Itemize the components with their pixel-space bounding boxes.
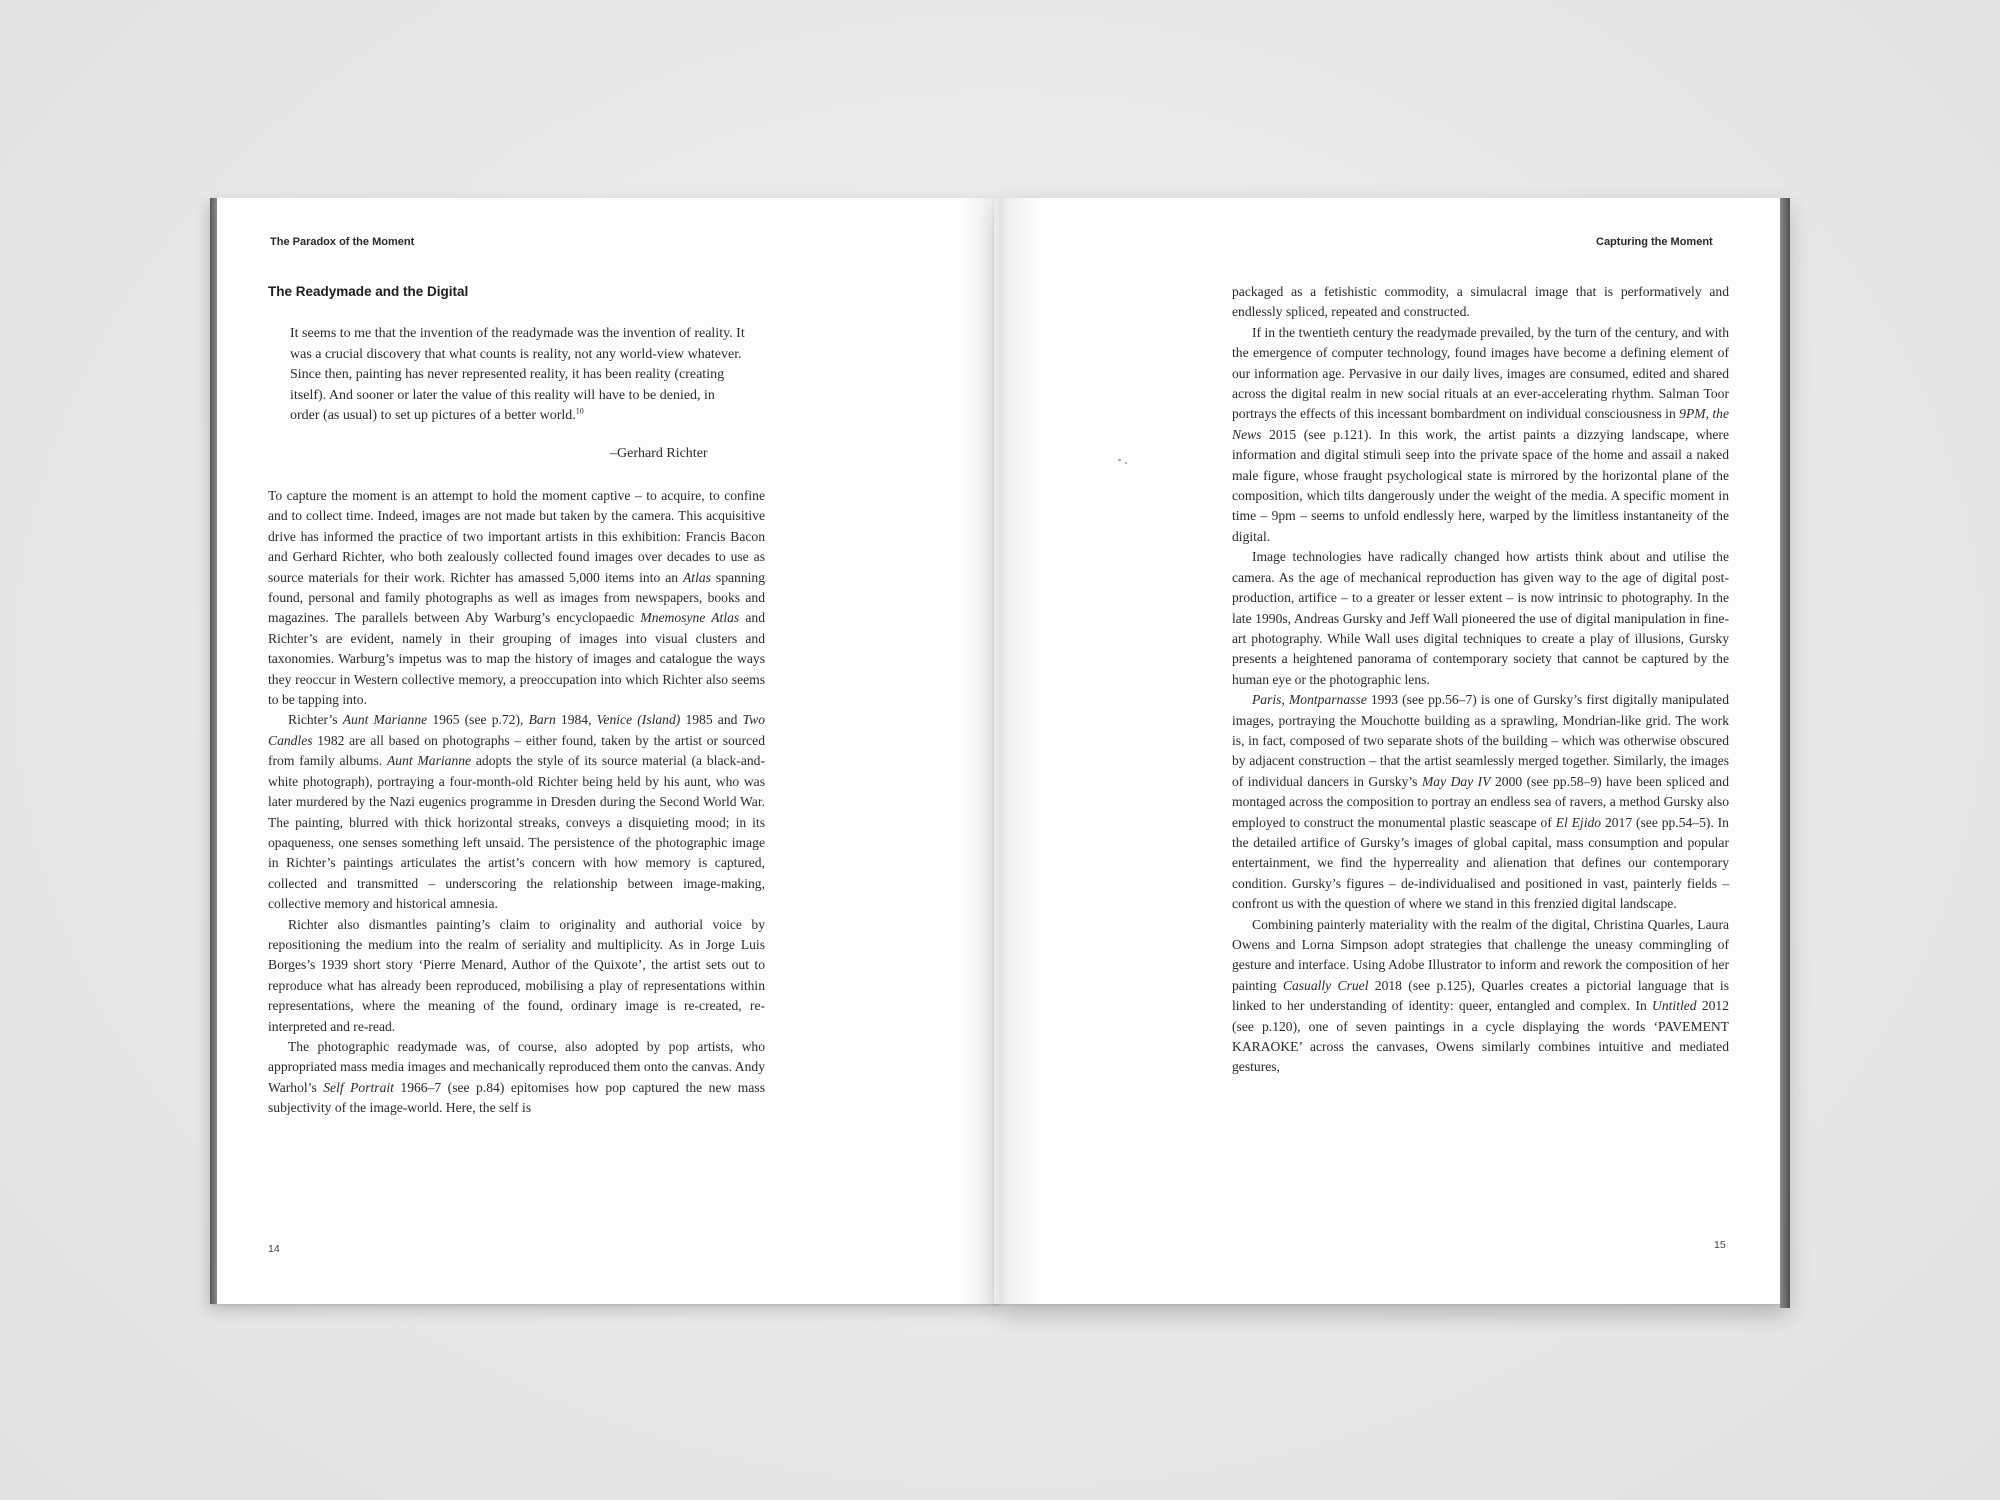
body-paragraph	[268, 486, 765, 710]
italic-title: Atlas	[683, 569, 711, 585]
text-run: Image technologies have radically changed how artists think about and utilise the camera. As the age of mechanical reproduction has given way to the age of digital post-production, artifice – to a greater or lesser extent – is now intrinsic to photography. In the late 1990s, Andreas Gursky and Jeff Wall pioneered the use of digital manipulation in fine-art photography. While Wall uses digital techniques to create a play of illusions, Gursky presents a heightened panorama of contemporary society that cannot be captured by the human eye or the photographic lens.	[1232, 549, 1729, 687]
body-paragraph	[1232, 547, 1729, 690]
body-paragraph	[268, 915, 765, 1037]
text-run: 2017 (see pp.54–5). In the detailed artifice of Gursky’s images of global capital, mass consumption and popular entertainment, we find the hyperreality and alienation that defines our contemporary condition. Gursky’s figures – de-individualised and positioned in vast, painterly fields – confront us with the question of where we stand in this frenzied digital landscape.	[1232, 814, 1729, 912]
right-page-edge	[1780, 198, 1790, 1308]
italic-title: May Day IV	[1421, 773, 1491, 789]
italic-title: Barn	[528, 712, 556, 728]
text-run: Richter’s	[288, 712, 343, 728]
text-run: and Richter’s are evident, namely in their grouping of images into visual clusters and taxonomies. Warburg’s impetus was to map the history of images and catalogue the ways they reoccur in Western collective memory, a preoccupation into which Richter also seems to be tapping into.	[268, 610, 765, 708]
italic-title: Self Portrait	[323, 1079, 394, 1095]
text-run: Richter also dismantles painting’s claim to originality and authorial voice by repositioning the medium into the realm of seriality and multiplicity. As in Jorge Luis Borges’s 1939 short story ‘Pierre Menard, Author of the Quixote’, the artist sets out to reproduce what has already been reproduced, mobilising a play of representations within representations, where the meaning of the found, ordinary image is re-created, re-interpreted and re-read.	[268, 916, 765, 1034]
paper-speck	[1125, 462, 1127, 464]
text-run: 1965 (see p.72),	[427, 712, 529, 728]
text-run: Combining painterly materiality with the realm of the digital, Christina Quarles, Laura Owens and Lorna Simpson adopt strategies that challenge the uneasy commingling of gesture and interface. Using Adobe Illustrator to inform and rework the composition of her painting	[1232, 916, 1729, 993]
right-running-head: Capturing the Moment	[1596, 236, 1713, 248]
left-body-column	[268, 486, 765, 1119]
italic-title: El Ejido	[1555, 814, 1602, 830]
text-run: 1982 are all based on photographs – either found, taken by the artist or sourced from family albums.	[268, 732, 765, 769]
text-run: 2012 (see p.120), one of seven paintings in a cycle displaying the words ‘PAVEMENT KARAOKE’ across the canvases, Owens similarly combines intuitive and mediated gestures,	[1232, 998, 1730, 1075]
left-page-number: 14	[268, 1243, 280, 1255]
section-title: The Readymade and the Digital	[268, 284, 469, 299]
italic-title: Venice (Island)	[596, 712, 681, 728]
text-run: The photographic readymade was, of course, also adopted by pop artists, who appropriated mass media images and mechanically reproduced them onto the canvas. Andy Warhol’s	[268, 1038, 765, 1095]
text-run: To capture the moment is an attempt to hold the moment captive – to acquire, to confine and to collect time. Indeed, images are not made but taken by the camera. This acquisitive drive has informed the practice of two important artists in this exhibition: Francis Bacon and Gerhard Richter, who both zealously collected found images over decades to use as source materials for their work. Richter has amassed 5,000 items into an	[268, 488, 765, 585]
epigraph-quote	[290, 324, 745, 427]
text-run: adopts the style of its source material (a black-and-white photograph), portraying a four-month-old Richter being held by his aunt, who was later murdered by the Nazi eugenics programme in Dresden during the Second World War. The painting, blurred with thick horizontal streaks, conveys a disquieting mood; in its opaqueness, one senses something left unsaid. The persistence of the photographic image in Richter’s paintings articulates the artist’s concern with how memory is captured, collected and transmitted – underscoring the relationship between image-making, collective memory and historical amnesia.	[268, 753, 765, 912]
italic-title: Untitled	[1652, 998, 1697, 1014]
italic-title: Mnemosyne Atlas	[640, 610, 740, 626]
epigraph-attribution: –Gerhard Richter	[610, 446, 708, 461]
text-run: 1985 and	[680, 712, 743, 728]
text-run: 2000 (see pp.58–9) have been spliced and montaged across the composition to portray an endless sea of ravers, a method Gursky also employed to construct the monumental plastic seascape of	[1232, 773, 1729, 830]
italic-title: Paris, Montparnasse	[1252, 692, 1367, 708]
body-paragraph	[1232, 282, 1729, 323]
right-page-number: 15	[1714, 1239, 1726, 1251]
text-run: 2015 (see p.121). In this work, the artist paints a dizzying landscape, where information and digital stimuli seep into the private space of the home and assail a naked male figure, whose fraught psychological state is mirrored by the horizontal plane of the composition, which tilts dangerously under the weight of the media. A specific moment in time – 9pm – seems to unfold endlessly here, warped by the limitless instantaneity of the digital.	[1232, 426, 1729, 544]
body-paragraph	[268, 710, 765, 914]
italic-title: Aunt Marianne	[387, 753, 472, 769]
text-run: spanning found, personal and family photographs as well as images from newspapers, books and magazines. The parallels between Aby Warburg’s encyclopaedic	[268, 569, 765, 626]
text-run: 2018 (see p.125), Quarles creates a pictorial language that is linked to her understanding of identity: queer, entangled and complex. In	[1232, 977, 1729, 1014]
text-run: packaged as a fetishistic commodity, a simulacral image that is performatively and endlessly spliced, repeated and constructed.	[1232, 284, 1729, 320]
body-paragraph	[1232, 323, 1729, 547]
italic-title: 9PM, the News	[1232, 406, 1729, 442]
body-paragraph	[268, 1037, 765, 1119]
book-gutter	[960, 198, 1040, 1304]
text-run: 1966–7 (see p.84) epitomises how pop captured the new mass subjectivity of the image-world. Here, the self is	[268, 1079, 765, 1116]
body-paragraph	[1232, 690, 1729, 914]
left-page-edge	[210, 198, 217, 1304]
text-run: 1993 (see pp.56–7) is one of Gursky’s first digitally manipulated images, portraying the Mouchotte building as a sprawling, Mondrian-like grid. The work is, in fact, composed of two separate shots of the building – which was otherwise obscured by adjacent construction – that the artist seamlessly merged together. Similarly, the images of individual dancers in Gursky’s	[1232, 692, 1729, 789]
italic-title: Two Candles	[268, 712, 765, 748]
paper-speck	[1118, 459, 1121, 461]
epigraph-text: It seems to me that the invention of the readymade was the invention of reality. It was a crucial discovery that what counts is reality, not any world-view whatever. Since then, painting has never represented reality, it has been reality (creating itself). And sooner or later the value of this reality will have to be denied, in order (as usual) to set up pictures of a better world.	[290, 326, 745, 423]
footnote-marker: 10	[575, 406, 584, 416]
body-paragraph	[1232, 915, 1729, 1078]
text-run: 1984,	[555, 712, 597, 728]
italic-title: Aunt Marianne	[342, 712, 428, 728]
italic-title: Casually Cruel	[1282, 977, 1369, 993]
left-running-head: The Paradox of the Moment	[270, 236, 415, 248]
text-run: If in the twentieth century the readymade prevailed, by the turn of the century, and with the emergence of computer technology, found images have become a defining element of our information age. Pervasive in our daily lives, images are consumed, edited and shared across the digital realm in new social rituals at an ever-accelerating rhythm. Salman Toor portrays the effects of this incessant bombardment on individual consciousness in	[1232, 324, 1729, 422]
right-body-column	[1232, 282, 1729, 1078]
